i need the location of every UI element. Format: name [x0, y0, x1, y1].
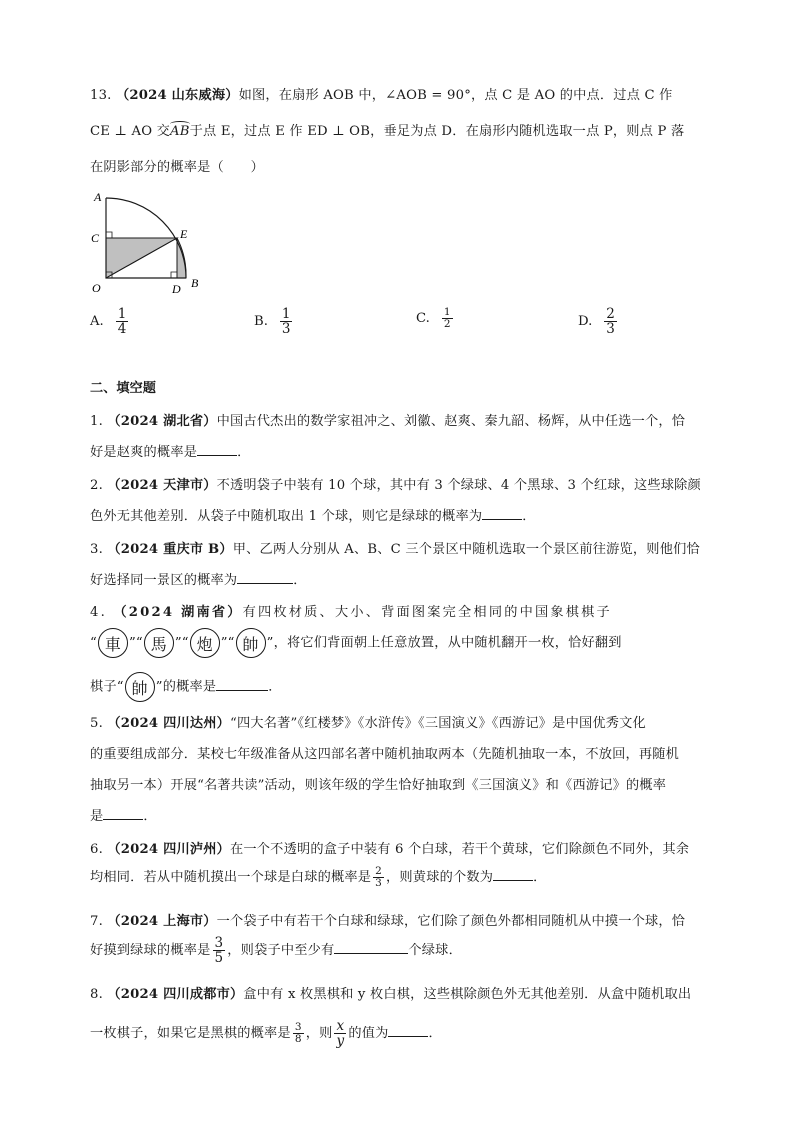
label-e: E — [180, 227, 188, 241]
option-d[interactable]: D. $\frac{2}{3}$ — [578, 306, 615, 338]
q13-text-1: 如图，在扇形 AOB 中，∠AOB = 90°，点 C 是 AO 的中点．过点 C 作 — [238, 88, 673, 103]
q3-answer-blank[interactable] — [237, 571, 293, 584]
q5-line-1: 5. （2024 四川达州）“四大名著”《红楼梦》《水浒传》《三国演义》《西游记》是中国优秀文化 — [90, 716, 646, 731]
q13-text-2a: CE ⊥ AO 交 — [90, 124, 171, 139]
q1-answer-blank[interactable] — [197, 443, 237, 456]
q13-line-3 — [90, 156, 710, 175]
q2-line-2: 色外无其他差别．从袋子中随机取出 1 个球，则它是绿球的概率为 ． — [90, 509, 536, 524]
q7-line-1: 7. （2024 上海市）一个袋子中有若干个白球和绿球，它们除了颜色外都相同随机从中摸一个球，恰 — [90, 914, 686, 929]
label-o: O — [92, 281, 101, 295]
q4-line-3: 棋子“ 帥 ”的概率是 ． — [90, 672, 710, 702]
q8-answer-blank[interactable] — [388, 1024, 428, 1037]
q1-line-1: 1. （2024 湖北省）中国古代杰出的数学家祖冲之、刘徽、赵爽、秦九韶、杨辉，从中任选一个，恰 — [90, 414, 686, 429]
q4-line-1: 4. （2024 湖南省）有四枚材质、大小、背面图案完全相同的中国象棋棋子 — [90, 605, 612, 620]
q8-line-1: 8. （2024 四川成都市）盒中有 x 枚黑棋和 y 枚白棋，这些棋除颜色外无其他差别．从盒中随机取出 — [90, 987, 692, 1002]
label-d: D — [172, 282, 181, 296]
q8-line-2: 一枚棋子，如果它是黑棋的概率是 $\frac{3}{8}$ ，则 $\frac{x}{y}$ 的值为 ． — [90, 1018, 442, 1050]
chess-piece-ma: 馬 — [144, 628, 174, 658]
q5-line-4: 是 ． — [90, 809, 157, 824]
q6-answer-blank[interactable] — [493, 868, 533, 881]
chess-piece-che: 車 — [98, 628, 128, 658]
label-b: B — [191, 276, 199, 290]
q3-line-1: 3. （2024 重庆市 B）甲、乙两人分别从 A、B、C 三个景区中随机选取一个景区前往游览，则他们恰 — [90, 542, 700, 557]
q7-fraction: $\frac{3}{5}$ — [214, 935, 224, 967]
q2-answer-blank[interactable] — [482, 507, 522, 520]
q13-line-1 — [90, 84, 710, 103]
right-angle-c — [106, 232, 112, 238]
q13-arc-ab: AB — [170, 124, 190, 139]
chess-piece-shuai: 帥 — [236, 628, 266, 658]
q8-fraction-prob: $\frac{3}{8}$ — [294, 1021, 302, 1046]
section-title: 二、填空题 — [90, 381, 156, 396]
sector-figure — [88, 185, 208, 300]
q13-text-2b: 于点 E，过点 E 作 ED ⊥ OB，垂足为点 D．在扇形内随机选取一点 P，则点 P 落 — [189, 124, 685, 139]
chess-piece-pao: 炮 — [190, 628, 220, 658]
right-angle-d — [171, 272, 177, 278]
q6-line-2: 均相同．若从中随机摸出一个球是白球的概率是 $\frac{2}{3}$ ，则黄球的个数为 ． — [90, 865, 547, 890]
q7-line-2: 好摸到绿球的概率是 $\frac{3}{5}$ ，则袋子中至少有 个绿球． — [90, 935, 462, 967]
q8-fraction-xy: $\frac{x}{y}$ — [336, 1018, 345, 1050]
q7-answer-blank[interactable] — [334, 941, 408, 954]
option-b[interactable]: B. $\frac{1}{3}$ — [254, 306, 291, 338]
q6-line-1: 6. （2024 四川泸州）在一个不透明的盒子中装有 6 个白球，若干个黄球，它们除颜色不同外，其余 — [90, 842, 690, 857]
q2-line-1: 2. （2024 天津市）不透明袋子中装有 10 个球，其中有 3 个绿球、4 个黑球、3 个红球，这些球除颜 — [90, 478, 701, 493]
option-a[interactable]: A. $\frac{1}{4}$ — [90, 306, 127, 338]
q13-source: （2024 山东威海） — [115, 88, 239, 103]
q4-answer-blank[interactable] — [216, 678, 268, 691]
label-c: C — [91, 231, 100, 245]
q13-number: 13. — [90, 88, 112, 103]
label-a: A — [94, 190, 102, 204]
option-c[interactable]: C. $\frac{1}{2}$ — [416, 306, 451, 331]
q1-line-2: 好是赵爽的概率是 ． — [90, 445, 251, 460]
q5-line-3: 抽取另一本）开展“名著共读”活动，则该年级的学生恰好抽取到《三国演义》和《西游记》的概率 — [90, 778, 667, 793]
q4-line-2: “ 車 ”“ 馬 ”“ 炮 ”“ 帥 ”，将它们背面朝上任意放置，从中随机翻开一枚，恰好翻到 — [90, 628, 710, 658]
q13-line-2 — [90, 120, 710, 139]
q5-line-2: 的重要组成部分．某校七年级准备从这四部名著中随机抽取两本（先随机抽取一本，不放回，再随机 — [90, 747, 680, 762]
q3-line-2: 好选择同一景区的概率为 ． — [90, 573, 307, 588]
q5-answer-blank[interactable] — [103, 807, 143, 820]
q13-text-3: 在阴影部分的概率是（ ） — [90, 160, 265, 175]
chess-piece-shuai-2: 帥 — [125, 672, 155, 702]
q6-fraction: $\frac{2}{3}$ — [375, 865, 383, 890]
